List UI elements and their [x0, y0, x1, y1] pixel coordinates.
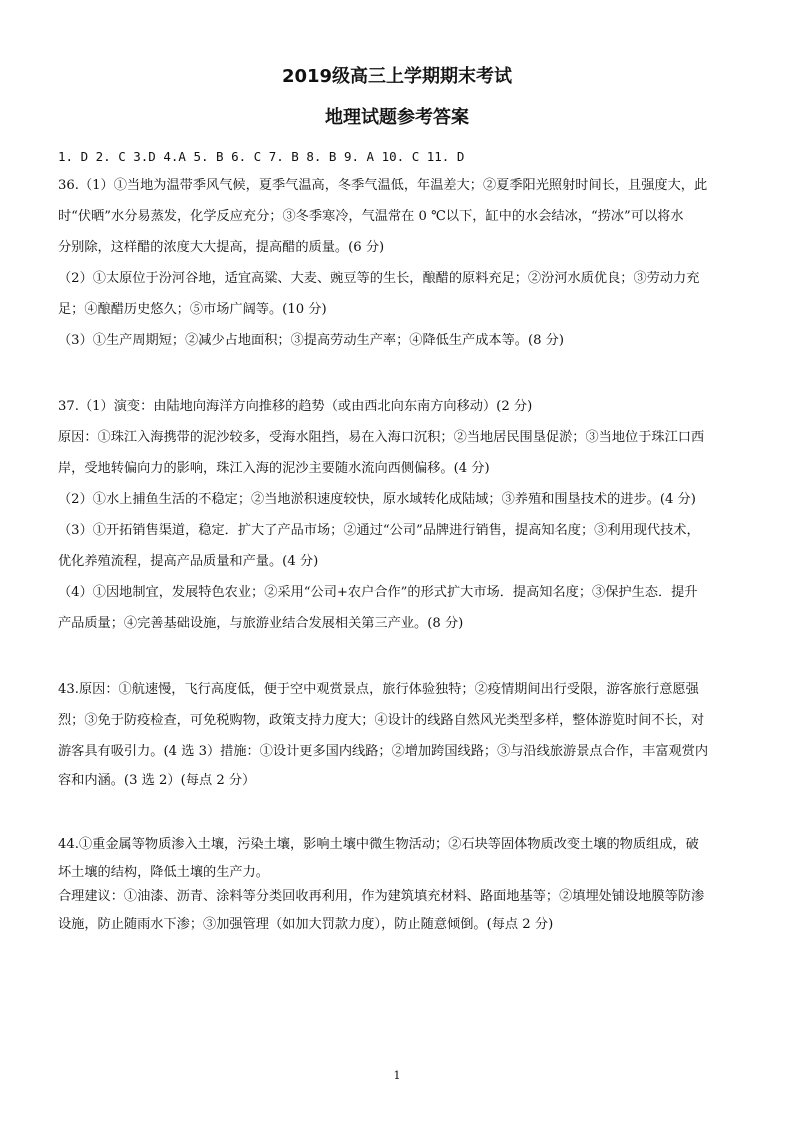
q37-part1-line2: 原因：①珠江入海携带的泥沙较多，受海水阻挡，易在入海口沉积；②当地居民围垦促淤；③当地位于珠江口西	[58, 430, 705, 445]
q37-part3-line2: 优化养殖流程，提高产品质量和产量。(4 分)	[58, 554, 319, 569]
q43-line1: 43.原因：①航速慢，飞行高度低，便于空中观赏景点，旅行体验独特；②疫情期间出行受限，游客旅行意愿强	[58, 682, 699, 697]
q36-part1-line2: 时“伏晒”水分易蒸发，化学反应充分；③冬季寒冷，气温常在 0 ℃以下，缸中的水会结冰，“捞冰”可以将水	[58, 209, 684, 224]
q37-part4-line1: （4）①因地制宜，发展特色农业；②采用“公司+农户合作”的形式扩大市场．提高知名度；③保护生态．提升	[58, 585, 698, 600]
page-number: 1	[393, 1069, 401, 1082]
q36-part3-line1: （3）①生产周期短；②减少占地面积；③提高劳动生产率；④降低生产成本等。(8 分)	[58, 333, 565, 348]
exam-title: 2019级高三上学期期末考试	[281, 66, 513, 87]
multiple-choice-answers: 1. D 2. C 3.D 4.A 5. B 6. C 7. B 8. B 9. A 10. C 11. D	[58, 149, 465, 164]
q44-line2: 坏土壤的结构，降低土壤的生产力。	[58, 865, 269, 880]
q44-line4: 设施，防止随雨水下渗；③加强管理（如加大罚款力度），防止随意倾倒。(每点 2 分)	[58, 917, 554, 932]
q36-part2-line1: （2）①太原位于汾河谷地，适宜高粱、大麦、豌豆等的生长，酿醋的原料充足；②汾河水质优良；③劳动力充	[58, 271, 700, 286]
q43-line4: 容和内涵。(3 选 2）(每点 2 分）	[58, 773, 256, 788]
q43-line2: 烈；③免于防疫检查，可免税购物，政策支持力度大；④设计的线路自然风光类型多样，整体游览时间不长，对	[58, 713, 705, 728]
q37-part1-line1: 37.（1）演变：由陆地向海洋方向推移的趋势（或由西北向东南方向移动）(2 分)	[58, 399, 533, 414]
q37-part2-line1: （2）①水上捕鱼生活的不稳定；②当地淤积速度较快，原水域转化成陆域；③养殖和围垦技术的进步。(4 分)	[58, 492, 696, 507]
q37-part3-line1: （3）①开拓销售渠道，稳定．扩大了产品市场；②通过“公司”品牌进行销售，提高知名度；③利用现代技术，	[58, 523, 700, 538]
exam-subtitle: 地理试题参考答案	[325, 107, 469, 128]
q37-part4-line2: 产品质量；④完善基础设施，与旅游业结合发展相关第三产业。(8 分)	[58, 616, 464, 631]
q44-line1: 44.①重金属等物质渗入土壤，污染土壤，影响土壤中微生物活动；②石块等固体物质改变土壤的物质组成，破	[58, 837, 699, 852]
q36-part1-line3: 分别除，这样醋的浓度大大提高，提高醋的质量。(6 分)	[58, 240, 385, 255]
q37-part1-line3: 岸，受地转偏向力的影响，珠江入海的泥沙主要随水流向西侧偏移。(4 分)	[58, 461, 490, 476]
q36-part1-line1: 36.（1）①当地为温带季风气候，夏季气温高，冬季气温低，年温差大；②夏季阳光照射时间长，且强度大，此	[58, 178, 708, 193]
q36-part2-line2: 足；④酿醋历史悠久；⑤市场广阔等。(10 分)	[58, 302, 327, 317]
q43-line3: 游客具有吸引力。(4 选 3）措施：①设计更多国内线路；②增加跨国线路；③与沿线旅游景点合作，丰富观赏内	[58, 744, 709, 759]
q44-line3: 合理建议：①油漆、沥青、涂料等分类回收再利用，作为建筑填充材料、路面地基等；②填埋处铺设地膜等防渗	[58, 889, 705, 904]
